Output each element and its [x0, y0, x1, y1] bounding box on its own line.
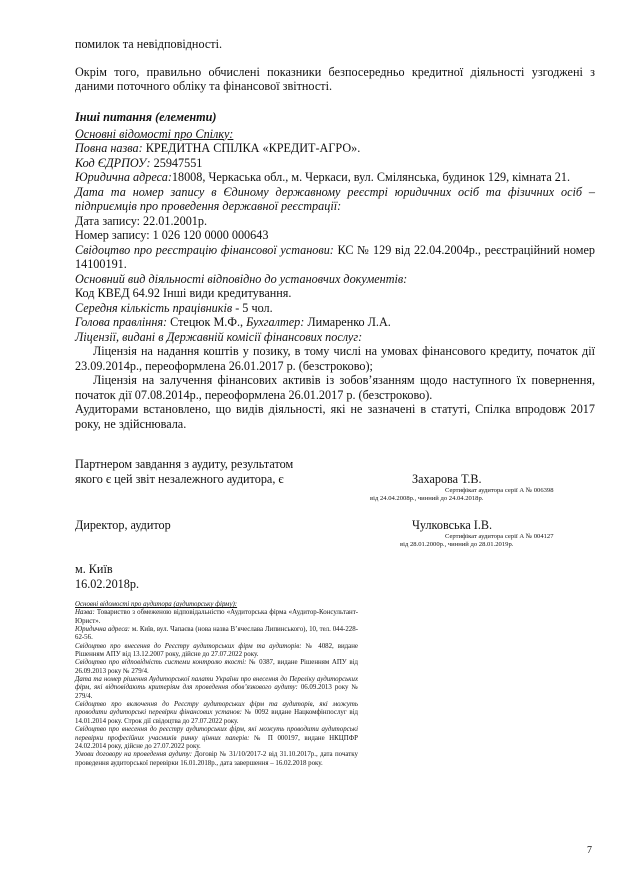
partner-line-1: Партнером завдання з аудиту, результатом: [75, 457, 294, 471]
staff-value: - 5 чол.: [232, 300, 273, 315]
other-matters-section: [75, 110, 595, 431]
auditor-contract-label: Умови договору на проведення аудиту:: [75, 751, 193, 759]
edrpou-value: 25947551: [150, 155, 203, 170]
partner-name: Захарова Т.В.: [412, 472, 482, 486]
auditor-contract-line: [75, 751, 358, 768]
accountant-label: Бухгалтер:: [246, 315, 305, 329]
registration-label: Дата та номер запису в Єдиному державному реєстрі юридичних осіб та фізичних осіб – підприємців про проведення державної реєстрації:: [75, 184, 595, 213]
auditor-chamber-value: 06.09.2013 року № 279/4.: [75, 684, 358, 700]
full-name-label: Повна назва:: [75, 141, 143, 155]
line-continuation: помилок та невідповідності.: [75, 37, 223, 51]
auditor-address-line: [75, 626, 358, 643]
activity-value: Код КВЕД 64.92 Інші види кредитування.: [75, 286, 292, 300]
auditor-name-label: Назва:: [75, 609, 95, 617]
auditors-note: Аудиторами встановлено, що видів діяльності, які не зазначені в статуті, Спілка впродовж 2017 року, не здійснювала.: [75, 402, 595, 431]
auditor-address-value: м. Київ, вул. Чапаєва (нова назва В’ячеслава Липинського), 10, тел. 044-228-62-56.: [75, 626, 358, 642]
staff-line: [75, 301, 595, 316]
auditor-quality-label: Свідоцтво про відповідність системи контролю якості:: [75, 659, 247, 667]
license-1: Ліцензія на надання коштів у позику, в тому числі на умовах фінансового кредиту, початок дії 23.09.2014р., переоформлена 26.01.2017 р. (безстроково);: [75, 344, 595, 373]
licenses-label: Ліцензії, видані в Державній комісії фінансових послуг:: [75, 329, 363, 344]
director-cert-2: від 28.01.2000р., чинний до 28.01.2019р.: [400, 541, 514, 548]
partner-statement: [75, 457, 293, 486]
city: м. Київ: [75, 562, 113, 576]
paragraph-consistency: Окрім того, правильно обчислені показники безпосередньо кредитної діяльності узгоджені з даними поточного обліку та фінансової звітності.: [75, 64, 595, 93]
certificate-value: КС № 129 від 22.04.2004р., реєстраційний номер 14100191.: [75, 242, 595, 271]
auditor-info: [75, 601, 358, 768]
head-value: Стецюк М.Ф.,: [167, 315, 247, 329]
management-line: [75, 315, 595, 330]
address-label: Юридична адреса:: [75, 170, 172, 184]
basic-info-heading: Основні відомості про Спілку:: [75, 126, 234, 141]
director-cert-1: Сертифікат аудитора серії А № 004127: [445, 533, 554, 540]
auditor-name-line: [75, 609, 358, 626]
intro-text: [75, 37, 595, 94]
auditor-name-value: Товариство з обмеженою відповідальністю «Аудиторська фірма «Аудитор-Консультант-Юрист».: [75, 609, 358, 625]
address-line: [75, 170, 595, 185]
auditor-register-label: Свідоцтво про включення до Реєстру аудиторських фірм та аудиторів, які можуть проводити аудиторські перевірки фінансових установ:: [75, 701, 358, 717]
section-heading: Інші питання (елементи): [75, 110, 217, 124]
registration-date: Дата запису: 22.01.2001р.: [75, 213, 208, 228]
full-name-line: [75, 141, 595, 156]
license-2: Ліцензія на залучення фінансових активів із зобов’язанням щодо наступного їх повернення, початок дії 07.08.2014р., переоформлена 26.01.2017 р. (безстроково).: [75, 373, 595, 402]
registration-number: Номер запису: 1 026 120 0000 000643: [75, 228, 269, 242]
certificate-label: Свідоцтво про реєстрацію фінансової установи:: [75, 242, 334, 257]
edrpou-label: Код ЄДРПОУ:: [75, 155, 151, 170]
director-name: Чулковська І.В.: [412, 518, 493, 532]
auditor-address-label: Юридична адреса:: [75, 626, 130, 634]
partner-cert-1: Сертифікат аудитора серії А № 006398: [445, 487, 554, 494]
auditor-info-heading: Основні відомості про аудитора (аудиторську фірму):: [75, 601, 238, 608]
auditor-reg-value: № 4082, видане Рішенням АПУ від 13.12.2007 року, дійсне до 27.07.2022 року.: [75, 642, 358, 659]
auditor-nkcpfr-line: [75, 726, 358, 751]
auditor-chamber-label: Дата та номер рішення Аудиторської палати України про внесення до Переліку аудиторських фірм, які відповідають критеріям для проведення обов’язкового аудиту:: [75, 676, 358, 692]
auditor-nkcpfr-label: Свідоцтво про внесення до реєстру аудиторських фірм, які можуть проводити аудиторські перевірки професійних учасників ринку цінних паперів:: [75, 726, 358, 742]
partner-line-2: якого є цей звіт незалежного аудитора, є: [75, 471, 284, 486]
full-name-value: КРЕДИТНА СПІЛКА «КРЕДИТ-АГРО».: [142, 141, 361, 155]
auditor-chamber-line: [75, 676, 358, 701]
date: 16.02.2018р.: [75, 576, 139, 591]
place-date: [75, 562, 139, 591]
page-number: 7: [587, 845, 592, 856]
certificate-line: [75, 243, 595, 272]
head-label: Голова правління:: [75, 315, 168, 329]
auditor-quality-line: [75, 659, 358, 676]
auditor-reg-label: Свідоцтво про внесення до Реєстру аудиторських фірм та аудиторів:: [75, 642, 302, 650]
edrpou-line: [75, 156, 595, 171]
auditor-contract-value: Договір № 31/10/2017-2 від 31.10.2017р., дата початку проведення аудиторської перевірки 16.01.2018р., дата завершення – 16.02.2018 року.: [75, 751, 358, 767]
auditor-nkcpfr-value: № П 000197, видане НКЦПФР 24.02.2014 року, дійсне до 27.07.2022 року.: [75, 734, 358, 750]
auditor-register-line: [75, 701, 358, 726]
auditor-reg-line: [75, 643, 358, 660]
auditor-quality-value: № 0387, видане Рішенням АПУ від 26.09.2013 року № 279/4.: [75, 659, 359, 675]
partner-cert-2: від 24.04.2008р., чинний до 24.04.2018р.: [370, 495, 484, 502]
auditor-register-value: № 0092 видане Нацкомфінпослуг від 14.01.2014 року. Строк дії свідоцтва до 27.07.2022 року.: [75, 709, 358, 725]
director-label: Директор, аудитор: [75, 518, 171, 532]
address-value: 18008, Черкаська обл., м. Черкаси, вул. Смілянська, будинок 129, кімната 21.: [171, 170, 571, 184]
activity-label: Основний вид діяльності відповідно до установчих документів:: [75, 271, 408, 286]
staff-label: Середня кількість працівників: [75, 300, 233, 315]
accountant-value: Лимаренко Л.А.: [304, 315, 391, 329]
